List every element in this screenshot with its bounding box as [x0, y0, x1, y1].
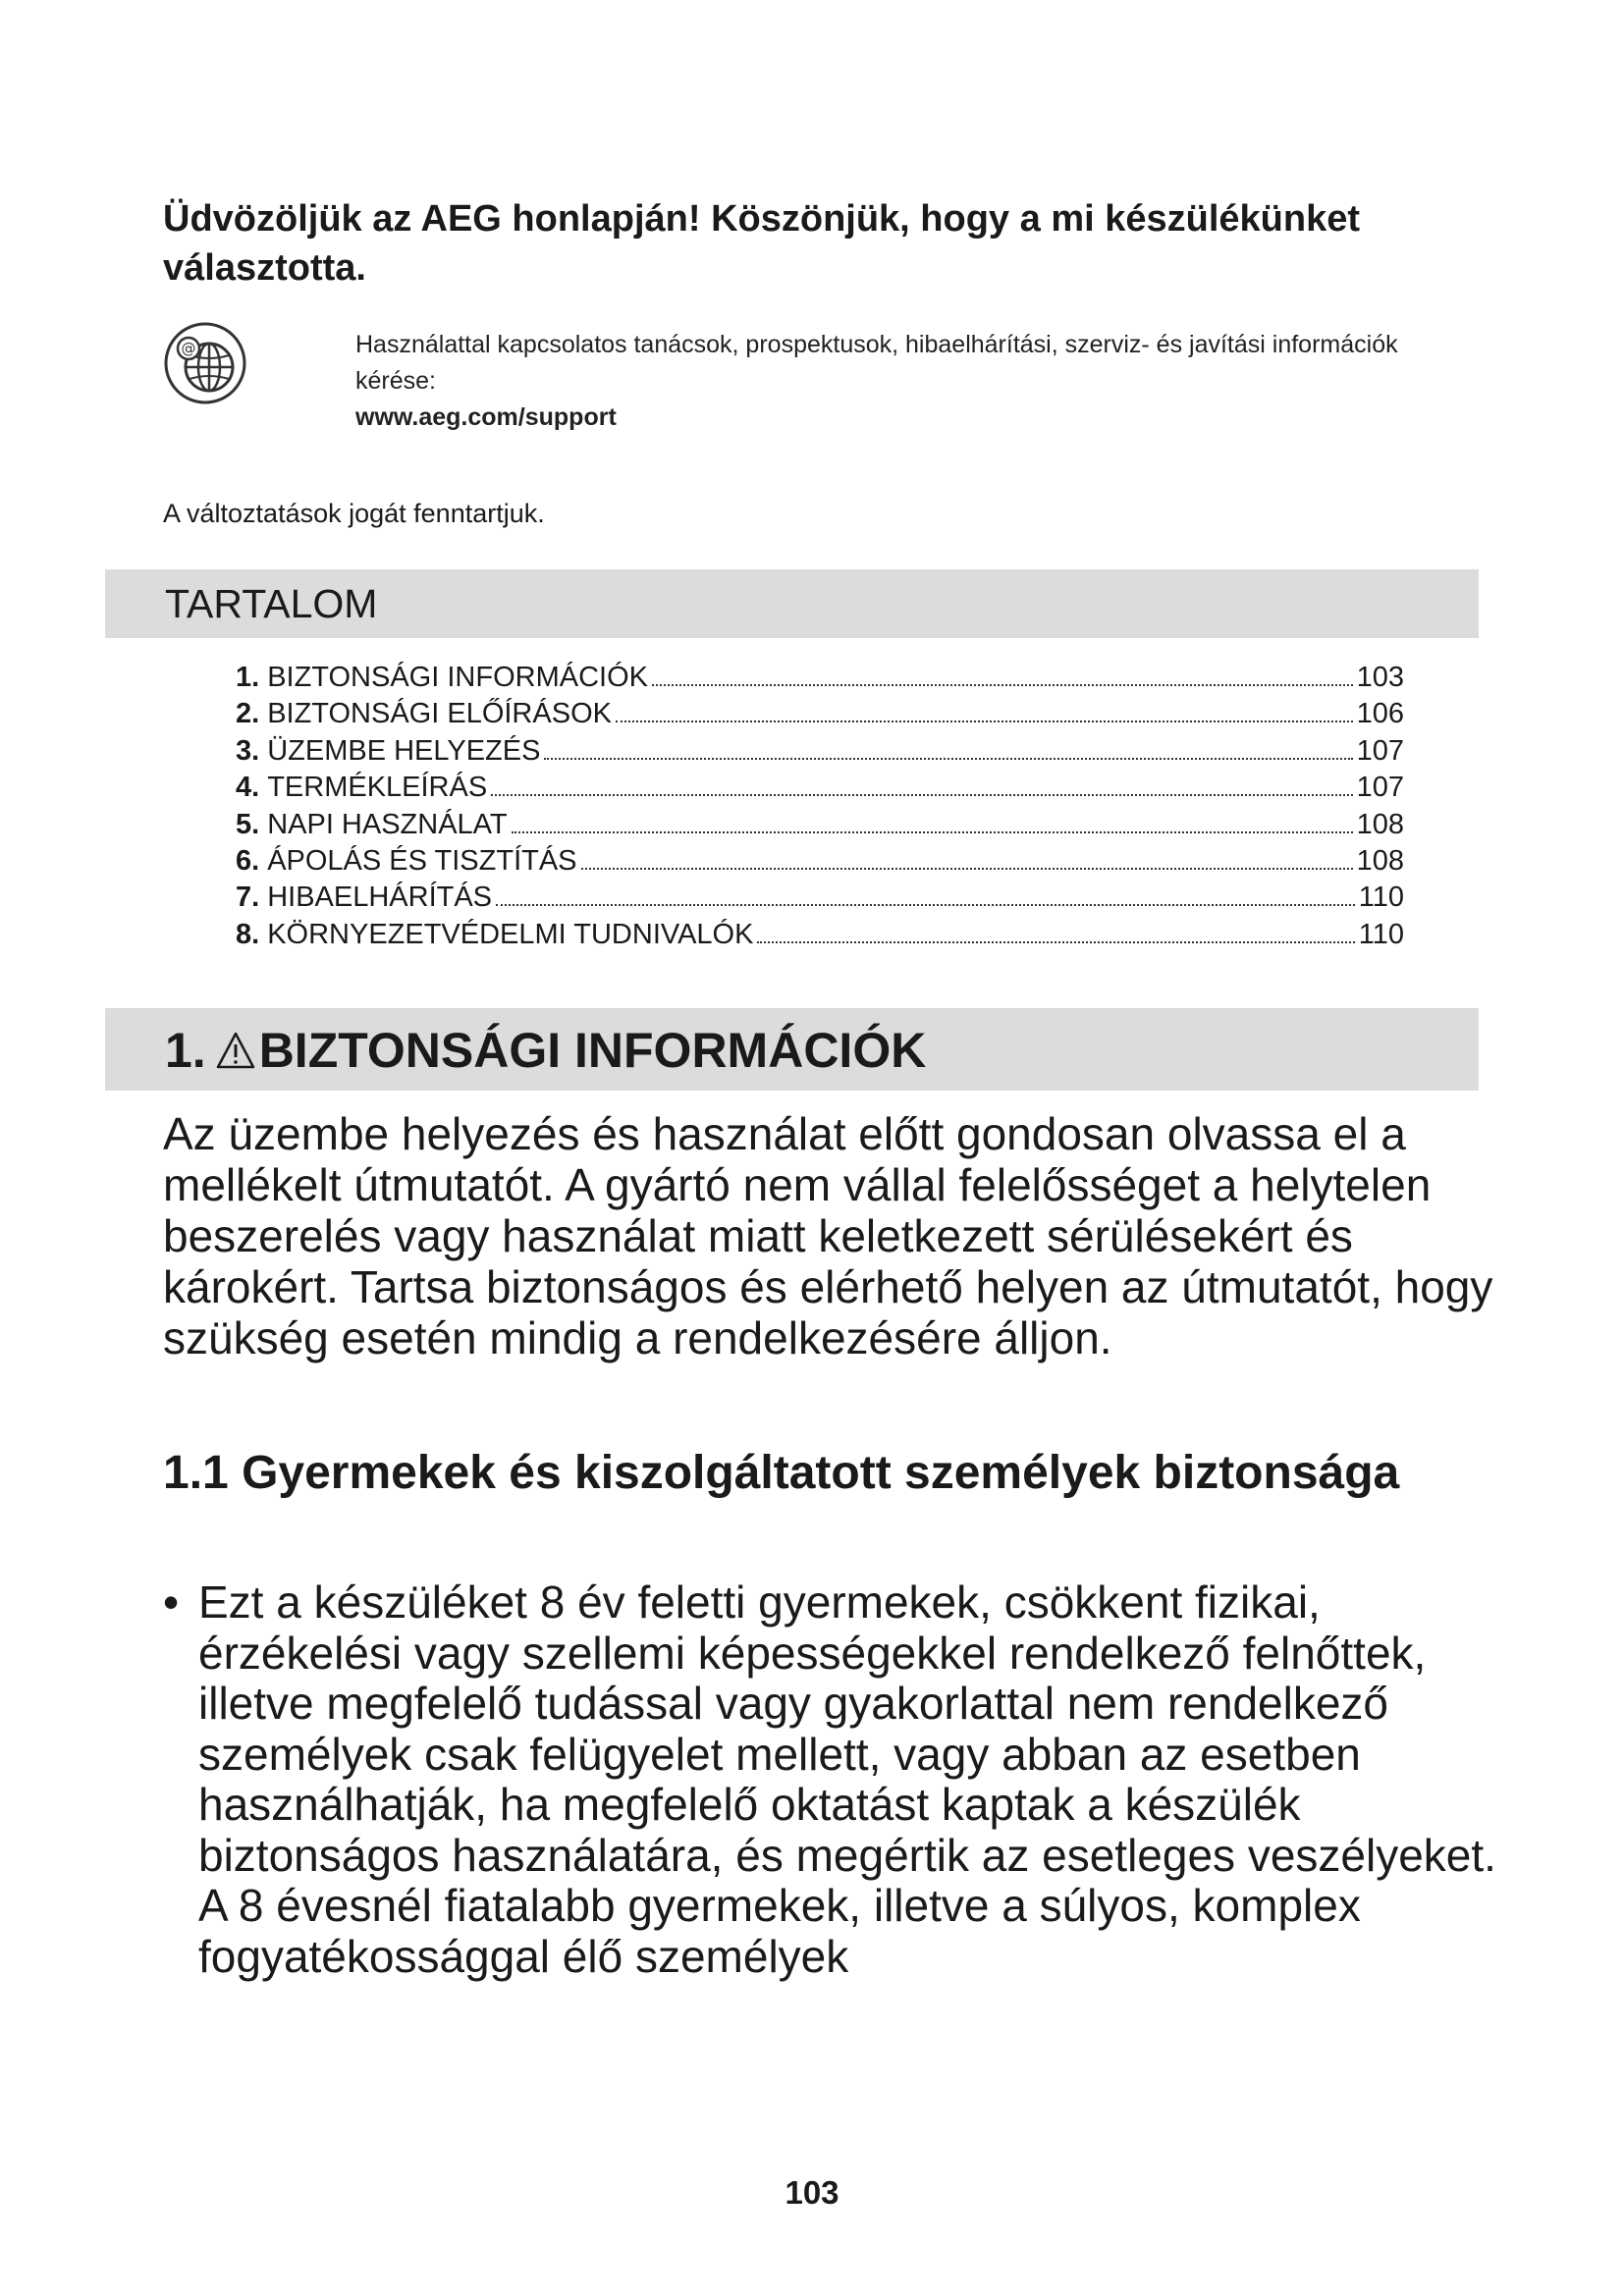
toc-item-label: BIZTONSÁGI ELŐÍRÁSOK [267, 698, 612, 730]
section-number: 1. [165, 1023, 206, 1078]
toc-item-number: 7. [236, 881, 260, 914]
table-of-contents [236, 660, 1404, 953]
toc-item-label: HIBAELHÁRÍTÁS [267, 881, 493, 914]
toc-banner [105, 569, 1479, 638]
support-link[interactable]: www.aeg.com/support [355, 403, 617, 431]
section-title-text: BIZTONSÁGI INFORMÁCIÓK [258, 1023, 927, 1078]
toc-item-number: 5. [236, 808, 260, 840]
page-number: 103 [785, 2174, 839, 2211]
toc-item-page: 110 [1358, 881, 1404, 914]
toc-item[interactable] [236, 660, 1404, 696]
toc-item-label: TERMÉKLEÍRÁS [267, 772, 488, 804]
bullet-dot: • [163, 1576, 180, 1628]
toc-item-number: 1. [236, 662, 260, 693]
toc-leader [491, 794, 1352, 796]
section-title [165, 1023, 926, 1078]
support-info [355, 327, 1475, 436]
warning-triangle-icon [216, 1032, 255, 1069]
toc-leader [512, 831, 1353, 833]
toc-leader [757, 941, 1354, 943]
toc-item-page: 106 [1356, 698, 1404, 730]
toc-item[interactable] [236, 696, 1404, 732]
globe-at-icon [163, 321, 247, 405]
toc-item-number: 2. [236, 698, 260, 730]
toc-leader [616, 721, 1353, 722]
bullet-text: Ezt a készüléket 8 év feletti gyermekek, csökkent fizikai, érzékelési vagy szellemi képességekkel rendelkező felnőttek, illetve megfelelő tudással vagy gyakorlattal nem rendelkező személyek csak felügyelet mellett, vagy abban az esetben használhatják, ha megfelelő oktatást kaptak a készülék biztonságos használatára, és megértik az esetleges veszélyeket. A 8 évesnél fiatalabb gyermekek, illetve a súlyos, komplex fogyatékossággal élő személyek [198, 1576, 1496, 1982]
toc-item-page: 108 [1356, 808, 1404, 840]
toc-item-page: 107 [1356, 734, 1404, 767]
toc-leader [581, 868, 1353, 870]
bullet-item [163, 1577, 1534, 1982]
toc-item-label: BIZTONSÁGI INFORMÁCIÓK [267, 662, 648, 693]
toc-leader [652, 684, 1353, 686]
welcome-heading: Üdvözöljük az AEG honlapján! Köszönjük, hogy a mi készülékünket választotta. [163, 198, 1361, 289]
toc-item[interactable] [236, 843, 1404, 880]
toc-item-label: KÖRNYEZETVÉDELMI TUDNIVALÓK [267, 918, 754, 950]
toc-title: TARTALOM [165, 581, 378, 626]
subsection-heading: 1.1 Gyermekek és kiszolgáltatott személyek biztonsága [163, 1447, 1400, 1499]
svg-text:@: @ [181, 340, 196, 357]
toc-item-label: NAPI HASZNÁLAT [267, 808, 508, 840]
toc-item-number: 6. [236, 844, 260, 877]
toc-item-label: ÁPOLÁS ÉS TISZTÍTÁS [267, 844, 577, 877]
toc-item-page: 108 [1356, 844, 1404, 877]
toc-item[interactable] [236, 880, 1404, 916]
toc-item-number: 3. [236, 734, 260, 767]
toc-item[interactable] [236, 733, 1404, 770]
rights-note: A változtatások jogát fenntartjuk. [163, 499, 545, 528]
intro-paragraph: Az üzembe helyezés és használat előtt gondosan olvassa el a mellékelt útmutatót. A gyártó nem vállal felelősséget a helytelen beszerelés vagy használat miatt keletkezett sérülésekért és károkért. Tartsa biztonságos és elérhető helyen az útmutatót, hogy szükség esetén mindig a rendelkezésére álljon. [163, 1108, 1493, 1363]
support-text: Használattal kapcsolatos tanácsok, prospektusok, hibaelhárítási, szerviz- és javítási információk kérése: [355, 331, 1398, 395]
toc-item-page: 110 [1358, 918, 1404, 950]
toc-item[interactable] [236, 807, 1404, 843]
toc-item-page: 107 [1356, 772, 1404, 804]
toc-item-label: ÜZEMBE HELYEZÉS [267, 734, 541, 767]
toc-leader [496, 904, 1355, 906]
toc-item[interactable] [236, 917, 1404, 953]
toc-item-number: 4. [236, 772, 260, 804]
toc-leader [544, 758, 1352, 760]
toc-item[interactable] [236, 770, 1404, 806]
section-banner [105, 1008, 1479, 1091]
toc-item-page: 103 [1356, 662, 1404, 693]
toc-item-number: 8. [236, 918, 260, 950]
